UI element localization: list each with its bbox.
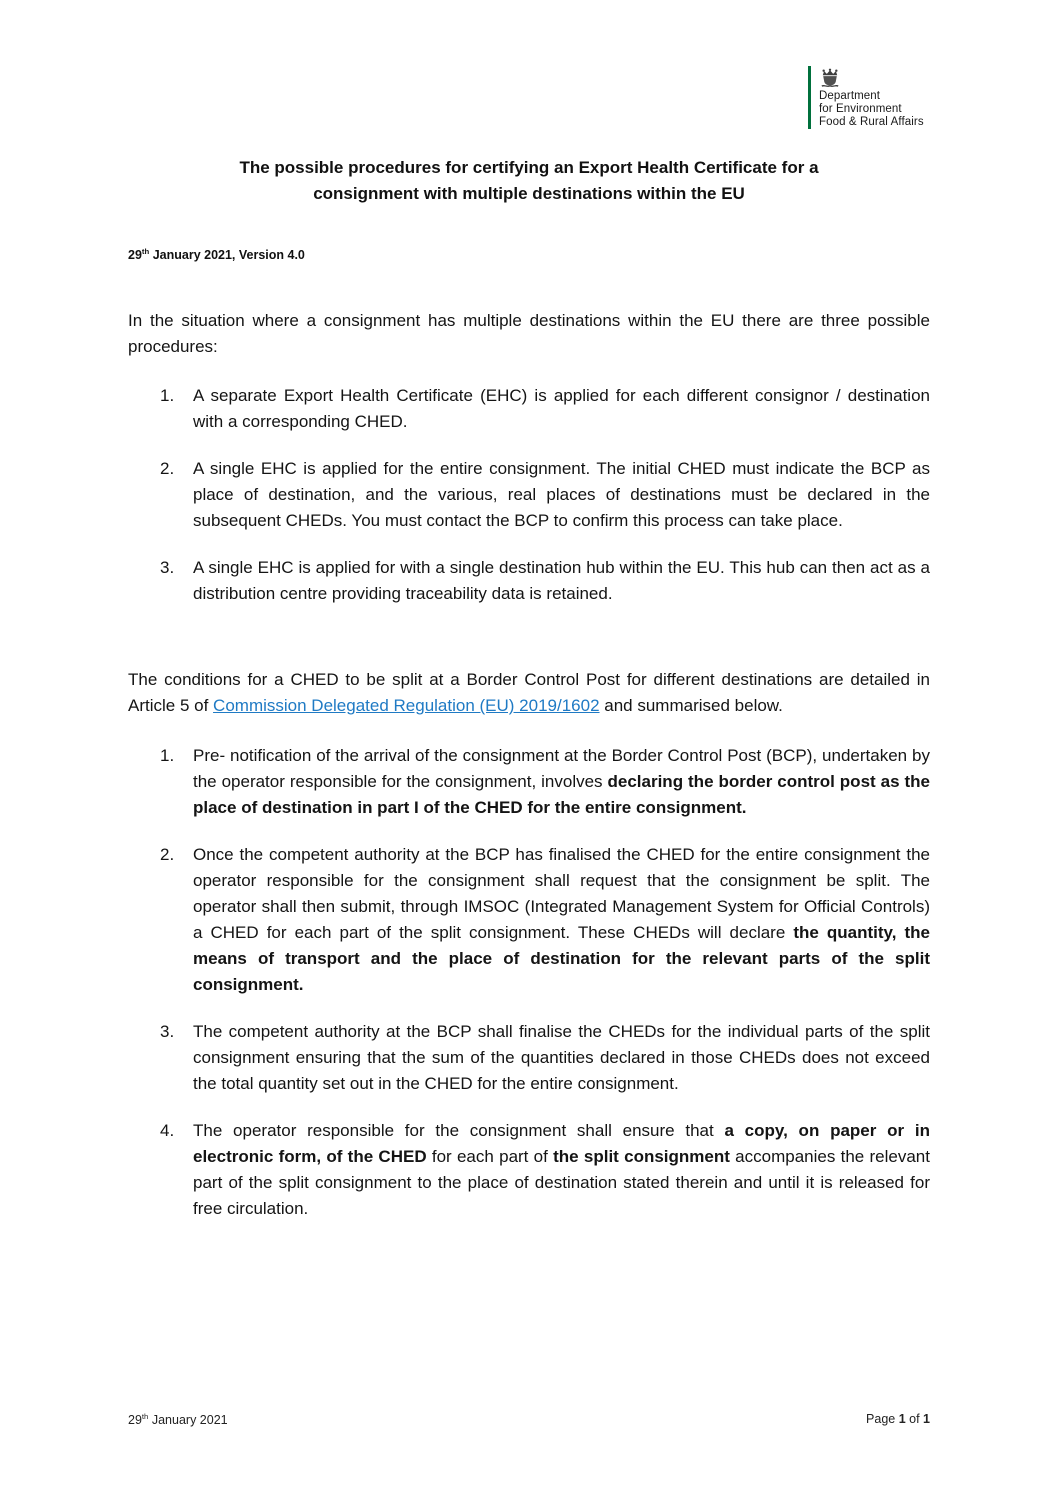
list-marker: 1. <box>160 386 175 406</box>
list-item-text: A single EHC is applied for with a single destination hub within the EU. This hub can then act as a distribution centre providing traceability data is retained. <box>193 558 930 604</box>
regulation-link[interactable]: Commission Delegated Regulation (EU) 2019/1602 <box>213 696 600 716</box>
list-item <box>160 1019 930 1097</box>
title-line1: The possible procedures for certifying an Export Health Certificate for a <box>239 158 819 177</box>
conditions-text-before: The conditions for a CHED to be split at a Border Control Post for different destinations are detailed in Article 5 of <box>128 670 930 716</box>
procedures-list <box>160 383 930 607</box>
version-date-suffix: th <box>141 247 150 256</box>
version-line <box>128 247 930 262</box>
list-item-text: The operator responsible for the consignment shall ensure that a copy, on paper or in electronic form, of the CHED for each part of the split consignment accompanies the relevant part of the split consignment to the place of destination stated therein and until it is released for free circulation. <box>193 1121 930 1219</box>
conditions-text-after: and summarised below. <box>599 696 783 716</box>
version-date-day: 29 <box>128 248 142 263</box>
list-item-text: A separate Export Health Certificate (EHC) is applied for each different consignor / destination with a corresponding CHED. <box>193 386 930 432</box>
footer-date: 29th January 2021 <box>128 1412 228 1428</box>
title-line2: consignment with multiple destinations within the EU <box>313 184 745 203</box>
list-item-text: Once the competent authority at the BCP has finalised the CHED for the entire consignment the operator responsible for the consignment shall request that the consignment be split. The operator shall then submit, through IMSOC (Integrated Management System for Official Controls) a CHED for each part of the split consignment. These CHEDs will declare the quantity, the means of transport and the place of destination for the relevant parts of the split consignment. <box>193 845 931 995</box>
list-item-text: The competent authority at the BCP shall finalise the CHEDs for the individual parts of the split consignment ensuring that the sum of the quantities declared in those CHEDs does not exceed the total quantity set out in the CHED for the entire consignment. <box>193 1022 930 1094</box>
list-item-text: Pre- notification of the arrival of the consignment at the Border Control Post (BCP), undertaken by the operator responsible for the consignment, involves declaring the border control post as the place of destination in part I of the CHED for the entire consignment. <box>193 746 930 818</box>
royal-crest-icon <box>819 68 841 87</box>
page-footer <box>128 1412 930 1427</box>
logo-text-line3: Food & Rural Affairs <box>819 116 924 128</box>
list-marker: 3. <box>160 558 175 578</box>
list-item <box>160 383 930 435</box>
conditions-paragraph <box>128 667 930 719</box>
list-marker: 2. <box>160 845 175 865</box>
logo-text-line1: Department <box>819 90 881 102</box>
list-item-text: A single EHC is applied for the entire consignment. The initial CHED must indicate the BCP as place of destination, and the various, real places of destinations must be declared in the subsequent CHEDs. You must contact the BCP to confirm this process can take place. <box>193 459 930 531</box>
logo-green-bar <box>808 66 811 129</box>
intro-paragraph: In the situation where a consignment has multiple destinations within the EU there are three possible procedures: <box>128 311 930 357</box>
logo-text-line2: for Environment <box>819 103 902 115</box>
list-marker: 3. <box>160 1022 175 1042</box>
list-item <box>160 842 930 998</box>
version-date-rest: January 2021, Version 4.0 <box>149 248 305 263</box>
defra-logo <box>808 66 924 129</box>
list-item <box>160 555 930 607</box>
list-marker: 1. <box>160 746 175 766</box>
list-marker: 2. <box>160 459 175 479</box>
conditions-list <box>160 743 930 1222</box>
list-item <box>160 456 930 534</box>
list-item <box>160 1118 930 1222</box>
list-marker: 4. <box>160 1121 175 1141</box>
footer-page-number: Page 1 of 1 <box>866 1412 930 1426</box>
list-item <box>160 743 930 821</box>
